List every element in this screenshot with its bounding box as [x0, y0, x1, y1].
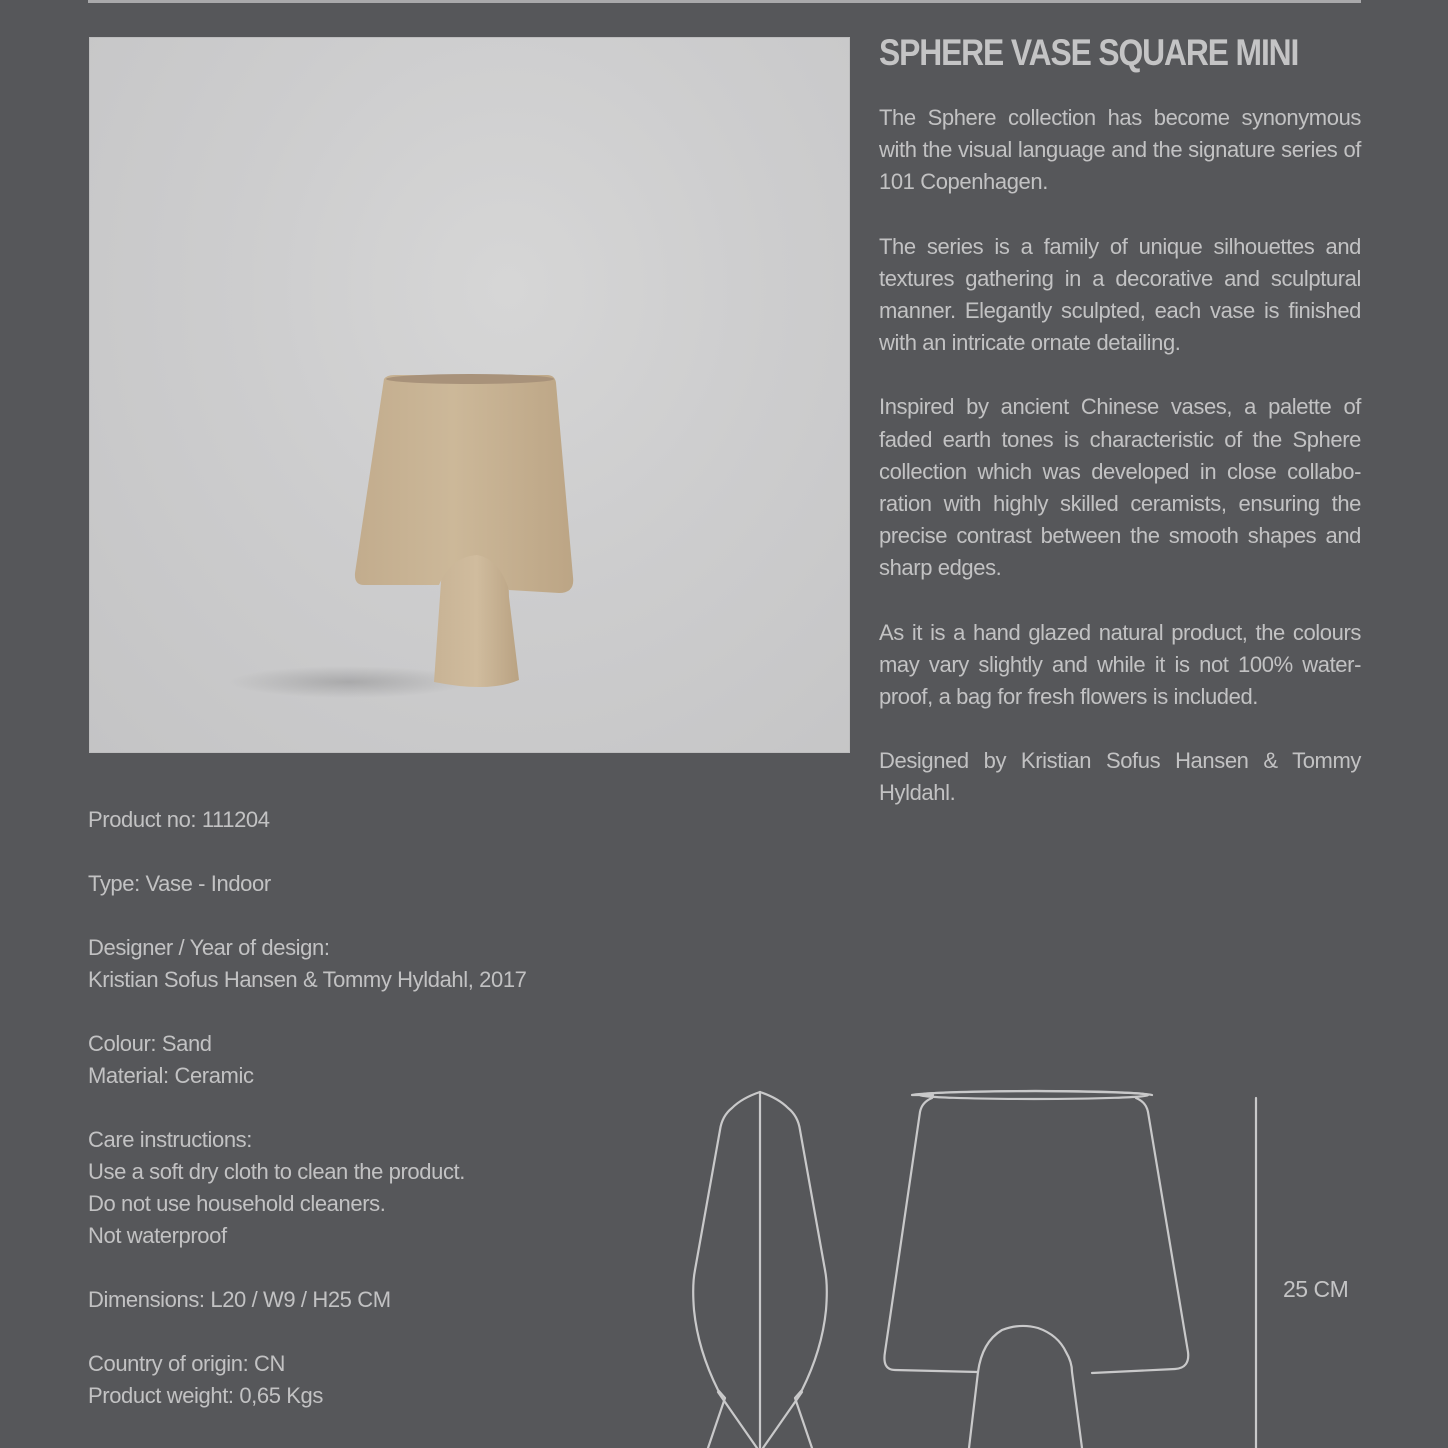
- colour: Colour: Sand: [88, 1031, 212, 1056]
- product-weight: Product weight: 0,65 Kgs: [88, 1383, 323, 1408]
- top-divider: [88, 0, 1361, 3]
- front-view-outline: [884, 1091, 1188, 1448]
- spec-care: [88, 1124, 648, 1252]
- spec-colour-material: [88, 1028, 648, 1092]
- country-of-origin: Country of origin: CN: [88, 1351, 286, 1376]
- product-description: [879, 102, 1361, 842]
- care-instruction: Use a soft dry cloth to clean the product.: [88, 1159, 465, 1184]
- product-title: SPHERE VASE SQUARE MINI: [879, 32, 1299, 73]
- material: Material: Ceramic: [88, 1063, 254, 1088]
- spec-product-number: [88, 804, 648, 836]
- description-paragraph: Designed by Kristian Sofus Hansen & Tommy Hyldahl.: [879, 748, 1361, 806]
- spec-origin-weight: [88, 1348, 648, 1412]
- description-paragraph: The Sphere collection has become synonymous with the visual language and the signature series of 101 Copenhagen.: [879, 105, 1361, 195]
- care-label: Care instructions:: [88, 1127, 252, 1152]
- description-paragraph: The series is a family of unique silhouettes and textures gathering in a decorative and sculptural manner. Elegantly sculpted, each vase is finished with an intricate ornate detailing.: [879, 233, 1361, 356]
- care-instruction: Not waterproof: [88, 1223, 227, 1248]
- technical-drawing: [680, 1080, 1380, 1448]
- vase-photo-illustration: [89, 37, 850, 753]
- side-view-outline: [693, 1092, 827, 1448]
- height-dimension-label: 25 CM: [1283, 1276, 1349, 1302]
- care-instruction: Do not use household cleaners.: [88, 1191, 386, 1216]
- designer-value: Kristian Sofus Hansen & Tommy Hyldahl, 2017: [88, 967, 527, 992]
- description-paragraph: Inspired by ancient Chinese vases, a palette of faded earth tones is characteristic of the Sphere collection which was developed in close collabo-ration with highly skilled ceramists, ensuring the precise contrast between the smooth shapes and sharp edges.: [879, 394, 1361, 581]
- product-type: Type: Vase - Indoor: [88, 871, 271, 896]
- spec-dimensions: [88, 1284, 648, 1316]
- description-paragraph: As it is a hand glazed natural product, the colours may vary slightly and while it is not 100% water-proof, a bag for fresh flowers is included.: [879, 619, 1361, 710]
- spec-type: [88, 868, 648, 900]
- product-specifications: [88, 804, 648, 1444]
- product-photo: [89, 37, 850, 753]
- spec-designer: [88, 932, 648, 996]
- designer-label: Designer / Year of design:: [88, 935, 330, 960]
- product-number: Product no: 111204: [88, 807, 270, 832]
- dimensions: Dimensions: L20 / W9 / H25 CM: [88, 1287, 391, 1312]
